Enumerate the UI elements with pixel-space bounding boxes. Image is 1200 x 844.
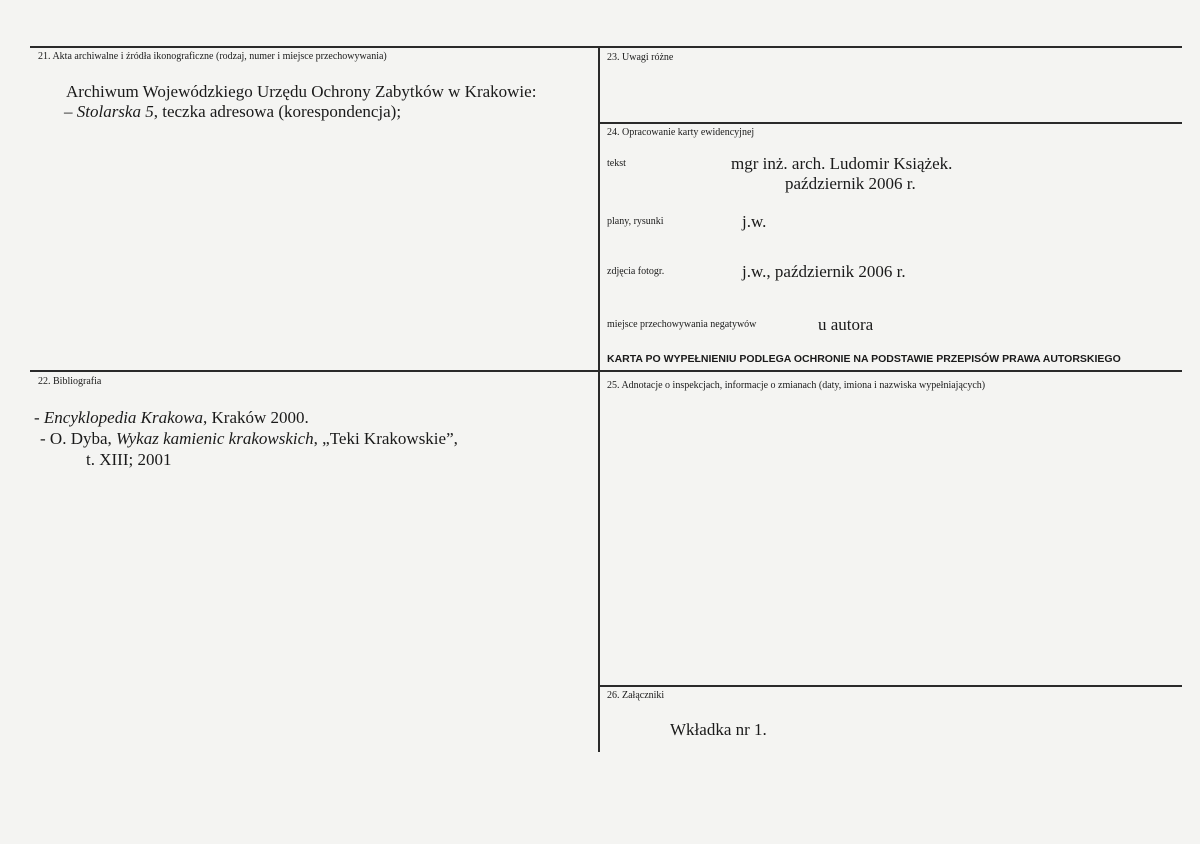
center-divider-line xyxy=(598,46,600,752)
plany-value: j.w. xyxy=(742,212,767,231)
zdjecia-label: zdjęcia fotogr. xyxy=(607,266,665,277)
divider-25-26 xyxy=(599,685,1182,687)
bibliography-entry-2: - O. Dyba, Wykaz kamienic krakowskich, „Teki Krakowskie”, xyxy=(40,429,458,448)
section-21-italic-address: Stolarska 5 xyxy=(76,102,154,121)
section-21-line-2: – Stolarska 5, teczka adresowa (korespondencja); xyxy=(64,102,402,121)
section-26-value: Wkładka nr 1. xyxy=(670,720,767,739)
middle-border-line xyxy=(30,370,1182,372)
section-26-label: 26. Załączniki xyxy=(607,690,665,701)
miejsce-label: miejsce przechowywania negatywów xyxy=(607,319,757,330)
section-21-line-1: Archiwum Wojewódzkiego Urzędu Ochrony Zabytków w Krakowie: xyxy=(66,82,537,101)
section-24-label: 24. Opracowanie karty ewidencyjnej xyxy=(607,127,755,138)
zdjecia-value: j.w., październik 2006 r. xyxy=(742,262,906,281)
section-21-label: 21. Akta archiwalne i źródła ikonograficzne (rodzaj, numer i miejsce przechowywania) xyxy=(38,51,387,62)
bibliography-entry-2-continued: t. XIII; 2001 xyxy=(86,450,172,469)
section-22-label: 22. Bibliografia xyxy=(38,376,102,387)
top-border-line xyxy=(30,46,1182,48)
divider-23-24 xyxy=(599,122,1182,124)
tekst-value-date: październik 2006 r. xyxy=(785,174,916,193)
tekst-label: tekst xyxy=(607,158,626,169)
section-23-label: 23. Uwagi różne xyxy=(607,52,674,63)
tekst-value-author: mgr inż. arch. Ludomir Książek. xyxy=(731,154,953,173)
miejsce-value: u autora xyxy=(818,315,874,334)
bibliography-entry-1: - Encyklopedia Krakowa, Kraków 2000. xyxy=(34,408,309,427)
plany-label: plany, rysunki xyxy=(607,216,664,227)
section-25-label: 25. Adnotacje o inspekcjach, informacje o zmianach (daty, imiona i nazwiska wypełniających) xyxy=(607,380,986,391)
copyright-notice: KARTA PO WYPEŁNIENIU PODLEGA OCHRONIE NA PODSTAWIE PRZEPISÓW PRAWA AUTORSKIEGO xyxy=(607,353,1121,365)
